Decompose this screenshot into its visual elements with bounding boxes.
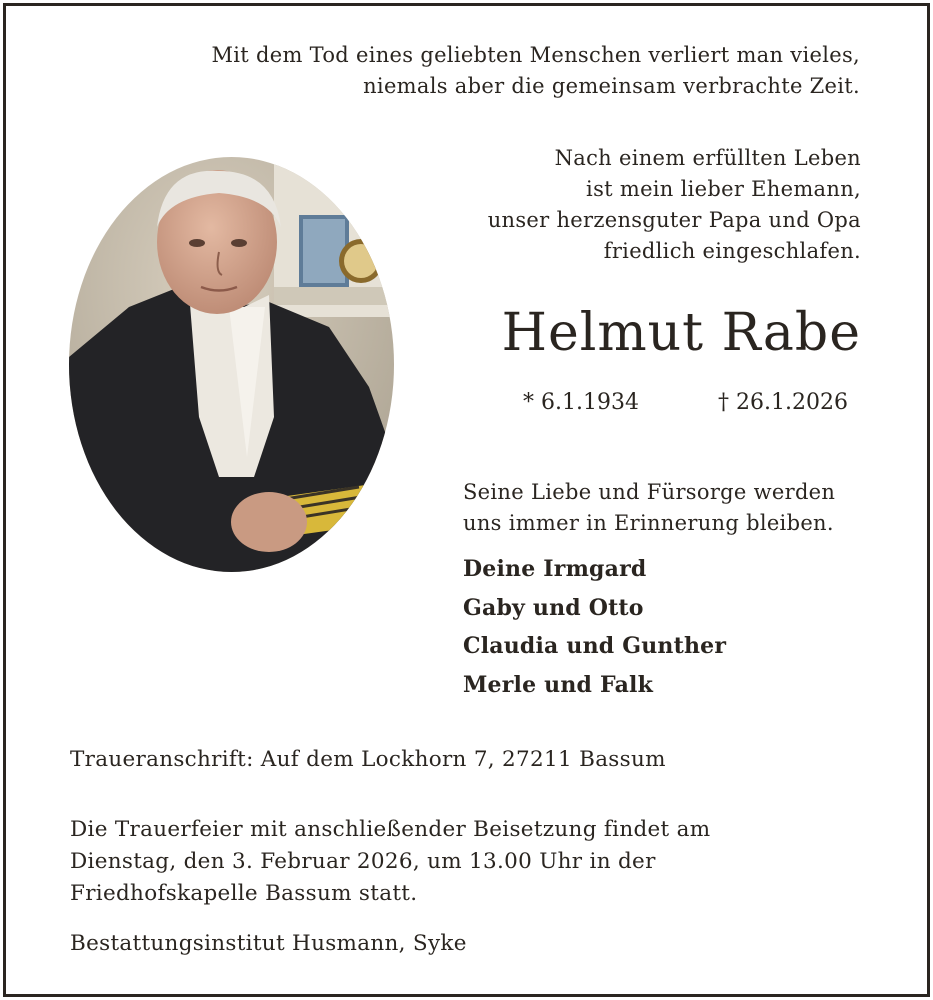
remembrance-line-1: Seine Liebe und Fürsorge werden bbox=[463, 480, 836, 504]
family-list bbox=[463, 550, 726, 704]
family-member: Gaby und Otto bbox=[463, 594, 644, 621]
intro-line-2: ist mein lieber Ehemann, bbox=[586, 177, 861, 201]
ceremony-line-2: Dienstag, den 3. Februar 2026, um 13.00 Uhr in der bbox=[70, 849, 656, 874]
intro-line-1: Nach einem erfüllten Leben bbox=[554, 146, 861, 170]
death-date: † 26.1.2026 bbox=[718, 390, 848, 415]
intro-line-4: friedlich eingeschlafen. bbox=[603, 239, 861, 263]
family-member: Deine Irmgard bbox=[463, 556, 647, 582]
family-member: Merle und Falk bbox=[463, 671, 654, 698]
deceased-name: Helmut Rabe bbox=[501, 303, 861, 363]
mourning-address: Traueranschrift: Auf dem Lockhorn 7, 27211 Bassum bbox=[70, 747, 666, 772]
portrait-photo bbox=[69, 157, 394, 572]
quote-line-2: niemals aber die gemeinsam verbrachte Zeit. bbox=[363, 74, 860, 98]
family-member: Claudia und Gunther bbox=[463, 633, 727, 659]
intro-line-3: unser herzensguter Papa und Opa bbox=[487, 208, 861, 232]
quote-line-1: Mit dem Tod eines geliebten Menschen verliert man vieles, bbox=[211, 43, 860, 67]
memorial-quote bbox=[100, 40, 860, 102]
ceremony-line-3: Friedhofskapelle Bassum statt. bbox=[70, 881, 418, 906]
ceremony-info bbox=[70, 814, 710, 910]
birth-date: * 6.1.1934 bbox=[523, 390, 639, 415]
remembrance-text bbox=[463, 477, 835, 539]
intro-text bbox=[381, 143, 861, 267]
ceremony-line-1: Die Trauerfeier mit anschließender Beisetzung findet am bbox=[70, 817, 711, 842]
remembrance-line-2: uns immer in Erinnerung bleiben. bbox=[463, 511, 834, 535]
funeral-home: Bestattungsinstitut Husmann, Syke bbox=[70, 931, 467, 956]
